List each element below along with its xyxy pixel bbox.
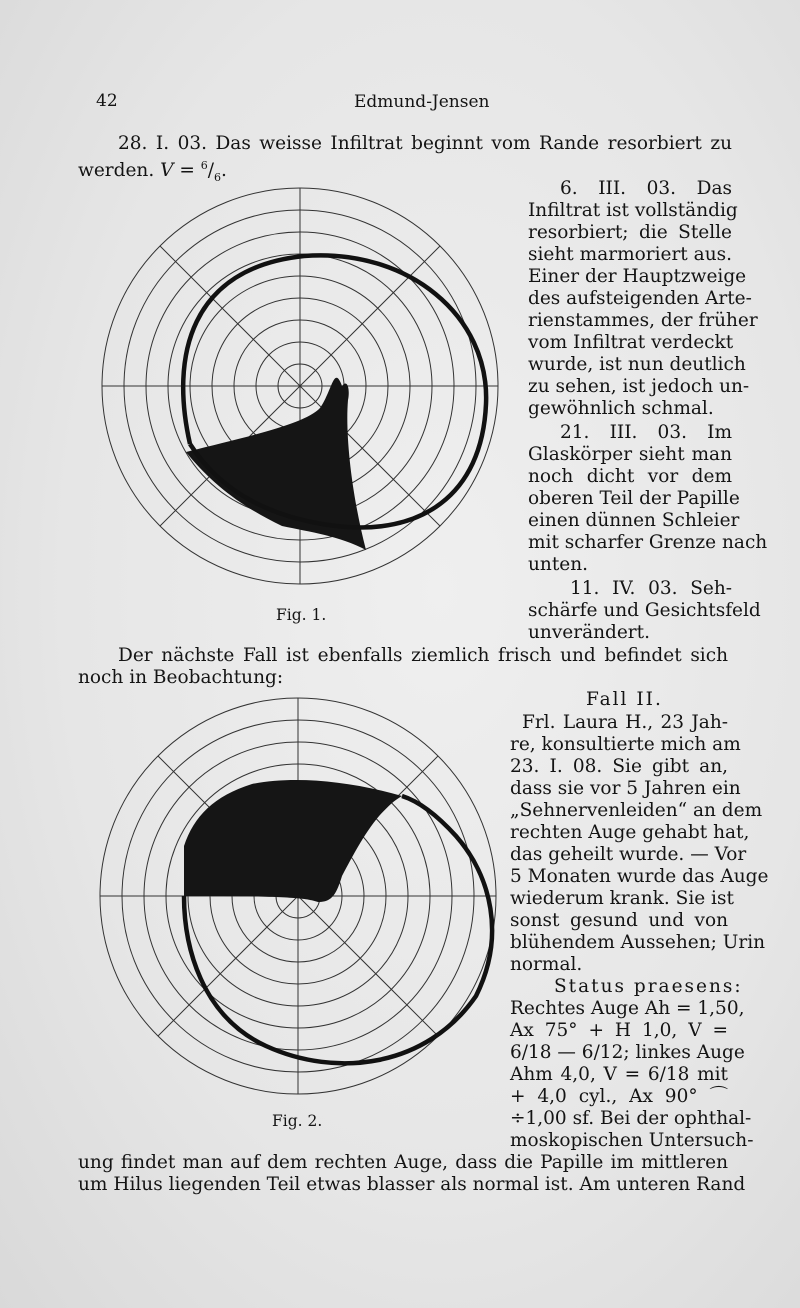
right-col1-line: mit scharfer Grenze nach [528,532,768,553]
visus-formula: V = [160,160,201,182]
figure-1-caption: Fig. 1. [276,606,327,624]
scotoma-shaded-area-2 [184,780,402,902]
status-heading: Status praesens: [554,976,743,997]
intro-line-2: werden. $V = ^6/_6$. [78,159,227,184]
right-col2-line: „Sehnervenleiden“ an dem [510,800,763,821]
right-col2-line: sonst gesund und von [510,910,728,931]
right-col1-line: 21. III. 03. Im [560,422,732,443]
status-line: Rechtes Auge Ah = 1,50, [510,998,745,1019]
right-col2-line: wiederum krank. Sie ist [510,888,734,909]
right-col2-line: re, konsultierte mich am [510,734,741,755]
status-line: moskopischen Untersuch- [510,1130,754,1151]
right-col1-line: des aufsteigenden Arte- [528,288,752,309]
right-col2-line: rechten Auge gehabt hat, [510,822,750,843]
status-line: 6/18 — 6/12; linkes Auge [510,1042,745,1063]
visual-field-chart-2 [96,696,500,1100]
running-title: Edmund-Jensen [354,92,490,112]
right-col1-line: oberen Teil der Papille [528,488,740,509]
right-col1-line: zu sehen, ist jedoch un- [528,376,750,397]
right-col1-line: resorbiert; die Stelle [528,222,732,243]
right-col1-line: sieht marmoriert aus. [528,244,732,265]
figure-1 [100,186,504,590]
right-col2-line: 5 Monaten wurde das Auge [510,866,769,887]
right-col2-line: 23. I. 08. Sie gibt an, [510,756,728,777]
right-col1-line: einen dünnen Schleier [528,510,740,531]
intro-line-1: 28. I. 03. Das weisse Infiltrat beginnt vom Rande resorbiert zu [118,133,732,154]
status-line: Ahm 4,0, V = 6/18 mit [510,1064,728,1085]
right-col1-line: unten. [528,554,589,575]
right-col1-line: gewöhnlich schmal. [528,398,714,419]
right-col1-line: 11. IV. 03. Seh- [570,578,732,599]
right-col1-line: 6. III. 03. Das [560,178,732,199]
status-line: + 4,0 cyl., Ax 90° ⌒ [510,1086,728,1107]
right-col2-line: dass sie vor 5 Jahren ein [510,778,741,799]
right-col1-line: noch dicht vor dem [528,466,732,487]
right-col2-line: Frl. Laura H., 23 Jah- [522,712,728,733]
right-col1-line: vom Infiltrat verdeckt [528,332,734,353]
right-col2-line: normal. [510,954,583,975]
right-col1-line: Einer der Hauptzweige [528,266,747,287]
right-col1-line: Glaskörper sieht man [528,444,732,465]
right-col1-line: wurde, ist nun deutlich [528,354,746,375]
visual-field-chart-1 [100,186,504,590]
transition-line-1: Der nächste Fall ist ebenfalls ziemlich frisch und befindet sich [118,645,728,666]
right-col2-line: blühendem Aussehen; Urin [510,932,766,953]
right-col1-line: unverändert. [528,622,650,643]
right-col1-line: Infiltrat ist vollständig [528,200,738,221]
status-line: Ax 75° + H 1,0, V = [510,1020,728,1041]
status-line: ÷1,00 sf. Bei der ophthal- [510,1108,752,1129]
transition-line-2: noch in Beobachtung: [78,667,284,688]
final-line-1: ung findet man auf dem rechten Auge, dass die Papille im mittleren [78,1152,728,1173]
page-number: 42 [96,91,118,111]
right-col2-line: das geheilt wurde. — Vor [510,844,747,865]
final-line-2: um Hilus liegenden Teil etwas blasser als normal ist. Am unteren Rand [78,1174,746,1195]
right-col1-line: rienstammes, der früher [528,310,758,331]
figure-2-caption: Fig. 2. [272,1112,323,1130]
figure-2 [96,696,500,1100]
right-col1-line: schärfe und Gesichtsfeld [528,600,761,621]
case-heading: Fall II. [586,689,663,710]
